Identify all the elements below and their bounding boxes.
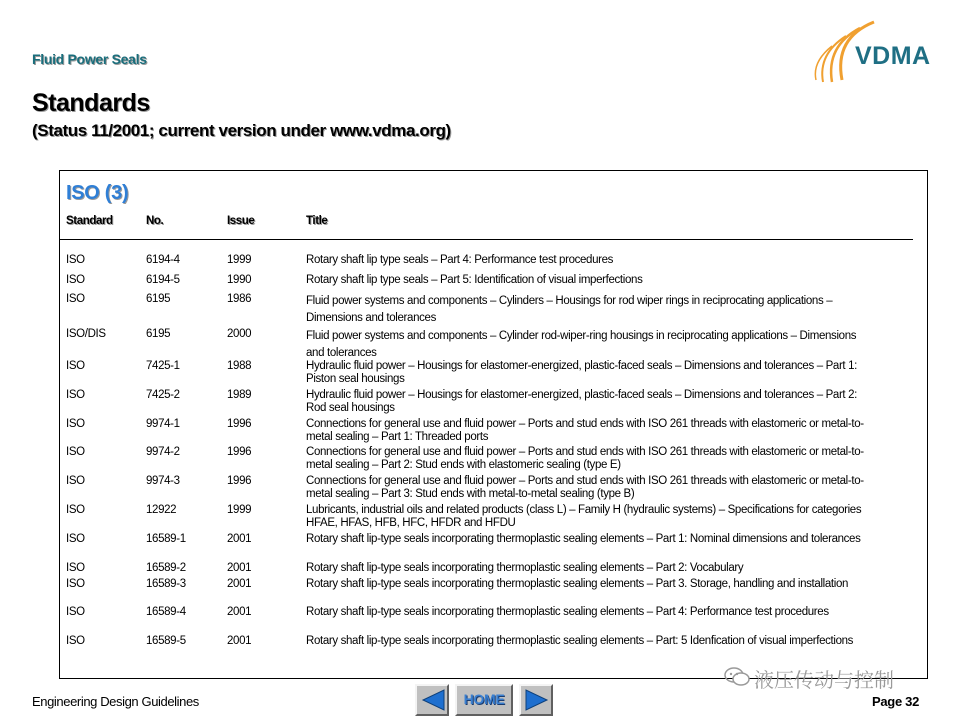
- cell-issue: 2001: [227, 635, 252, 647]
- wechat-icon: [724, 666, 750, 688]
- cell-no: 6194-5: [146, 274, 180, 286]
- cell-no: 16589-5: [146, 635, 186, 647]
- cell-standard: ISO: [66, 293, 85, 305]
- section-label: Fluid Power Seals: [32, 51, 147, 67]
- vdma-logo: VDMA: [855, 42, 931, 70]
- cell-no: 7425-2: [146, 389, 180, 401]
- cell-issue: 1990: [227, 274, 252, 286]
- cell-title: Rotary shaft lip-type seals incorporating thermoplastic sealing elements – Part 2: Vocabulary: [306, 562, 744, 574]
- next-page-button[interactable]: [519, 684, 553, 716]
- cell-standard: ISO: [66, 562, 85, 574]
- cell-title: Rotary shaft lip-type seals incorporating thermoplastic sealing elements – Part 1: Nominal dimensions and tolerances: [306, 533, 861, 545]
- cell-standard: ISO: [66, 578, 85, 590]
- cell-standard: ISO: [66, 360, 85, 372]
- watermark: [724, 664, 928, 690]
- cell-no: 16589-3: [146, 578, 186, 590]
- right-arrow-icon: [524, 688, 550, 712]
- footer-guidelines: Engineering Design Guidelines: [32, 694, 199, 709]
- cell-no: 9974-2: [146, 446, 180, 458]
- cell-standard: ISO: [66, 475, 85, 487]
- cell-no: 12922: [146, 504, 177, 516]
- cell-title: Fluid power systems and components – Cylinder rod-wiper-ring housings in reciprocating applications – Dimensions and tolerances: [306, 330, 857, 359]
- cell-issue: 1996: [227, 446, 252, 458]
- cell-issue: 1989: [227, 389, 252, 401]
- cell-issue: 1996: [227, 475, 252, 487]
- cell-issue: 1996: [227, 418, 252, 430]
- cell-standard: ISO: [66, 504, 85, 516]
- cell-no: 16589-2: [146, 562, 186, 574]
- cell-title: Hydraulic fluid power – Housings for elastomer-energized, plastic-faced seals – Dimensions and tolerances – Part 1: Piston seal housings: [306, 360, 858, 385]
- home-button-label: HOME: [463, 691, 505, 707]
- page-subtitle: (Status 11/2001; current version under www.vdma.org): [32, 121, 451, 140]
- cell-standard: ISO: [66, 389, 85, 401]
- column-header-issue: Issue: [227, 215, 255, 227]
- cell-issue: 2000: [227, 328, 252, 340]
- page-title: Standards: [32, 89, 150, 117]
- cell-standard: ISO: [66, 274, 85, 286]
- cell-standard: ISO: [66, 606, 85, 618]
- cell-title: Connections for general use and fluid power – Ports and stud ends with ISO 261 threads with elastomeric or metal-to-metal sealing – Part 3: Stud ends with metal-to-metal sealing (type B): [306, 475, 864, 500]
- home-button[interactable]: [455, 684, 513, 716]
- cell-title: Rotary shaft lip-type seals incorporating thermoplastic sealing elements – Part: 5 Idenfication of visual imperfections: [306, 635, 854, 647]
- cell-issue: 1999: [227, 504, 252, 516]
- cell-issue: 2001: [227, 562, 252, 574]
- cell-no: 6195: [146, 293, 171, 305]
- cell-no: 9974-1: [146, 418, 180, 430]
- cell-standard: ISO/DIS: [66, 328, 106, 340]
- cell-no: 6194-4: [146, 254, 180, 266]
- left-arrow-icon: [420, 688, 446, 712]
- cell-title: Rotary shaft lip-type seals incorporating thermoplastic sealing elements – Part 3. Storage, handling and installation: [306, 578, 849, 590]
- column-header-standard: Standard: [66, 215, 113, 227]
- cell-no: 16589-4: [146, 606, 186, 618]
- cell-title: Connections for general use and fluid power – Ports and stud ends with ISO 261 threads with elastomeric or metal-to-metal sealing – Part 1: Threaded ports: [306, 418, 864, 443]
- page-number: Page 32: [872, 694, 920, 709]
- cell-issue: 2001: [227, 606, 252, 618]
- cell-issue: 2001: [227, 578, 252, 590]
- column-header-title: Title: [306, 215, 328, 227]
- watermark-text: 液压传动与控制: [754, 668, 894, 692]
- cell-issue: 2001: [227, 533, 252, 545]
- cell-standard: ISO: [66, 533, 85, 545]
- cell-title: Rotary shaft lip type seals – Part 5: Identification of visual imperfections: [306, 274, 643, 286]
- cell-no: 9974-3: [146, 475, 180, 487]
- cell-issue: 1988: [227, 360, 252, 372]
- cell-no: 16589-1: [146, 533, 186, 545]
- cell-no: 7425-1: [146, 360, 180, 372]
- cell-title: Fluid power systems and components – Cylinders – Housings for rod wiper rings in reciprocating applications – Dimensions and tolerances: [306, 295, 833, 324]
- cell-title: Connections for general use and fluid power – Ports and stud ends with ISO 261 threads with elastomeric or metal-to-metal sealing – Part 2: Stud ends with elastomeric sealing (type E): [306, 446, 864, 471]
- cell-standard: ISO: [66, 418, 85, 430]
- box-heading: ISO (3): [66, 182, 129, 204]
- column-header-no: No.: [146, 215, 164, 227]
- cell-standard: ISO: [66, 635, 85, 647]
- previous-page-button[interactable]: [415, 684, 449, 716]
- standards-box: [59, 170, 928, 679]
- cell-title: Rotary shaft lip type seals – Part 4: Performance test procedures: [306, 254, 614, 266]
- cell-title: Hydraulic fluid power – Housings for elastomer-energized, plastic-faced seals – Dimensions and tolerances – Part 2: Rod seal housings: [306, 389, 858, 414]
- cell-no: 6195: [146, 328, 171, 340]
- cell-title: Rotary shaft lip-type seals incorporating thermoplastic sealing elements – Part 4: Performance test procedures: [306, 606, 829, 618]
- cell-standard: ISO: [66, 446, 85, 458]
- standards-table: [60, 171, 927, 678]
- cell-issue: 1999: [227, 254, 252, 266]
- cell-issue: 1986: [227, 293, 252, 305]
- cell-title: Lubricants, industrial oils and related products (class L) – Family H (hydraulic systems) – Specifications for categories HFAE, HFAS, HFB, HFC, HFDR and HFDU: [306, 504, 862, 529]
- cell-standard: ISO: [66, 254, 85, 266]
